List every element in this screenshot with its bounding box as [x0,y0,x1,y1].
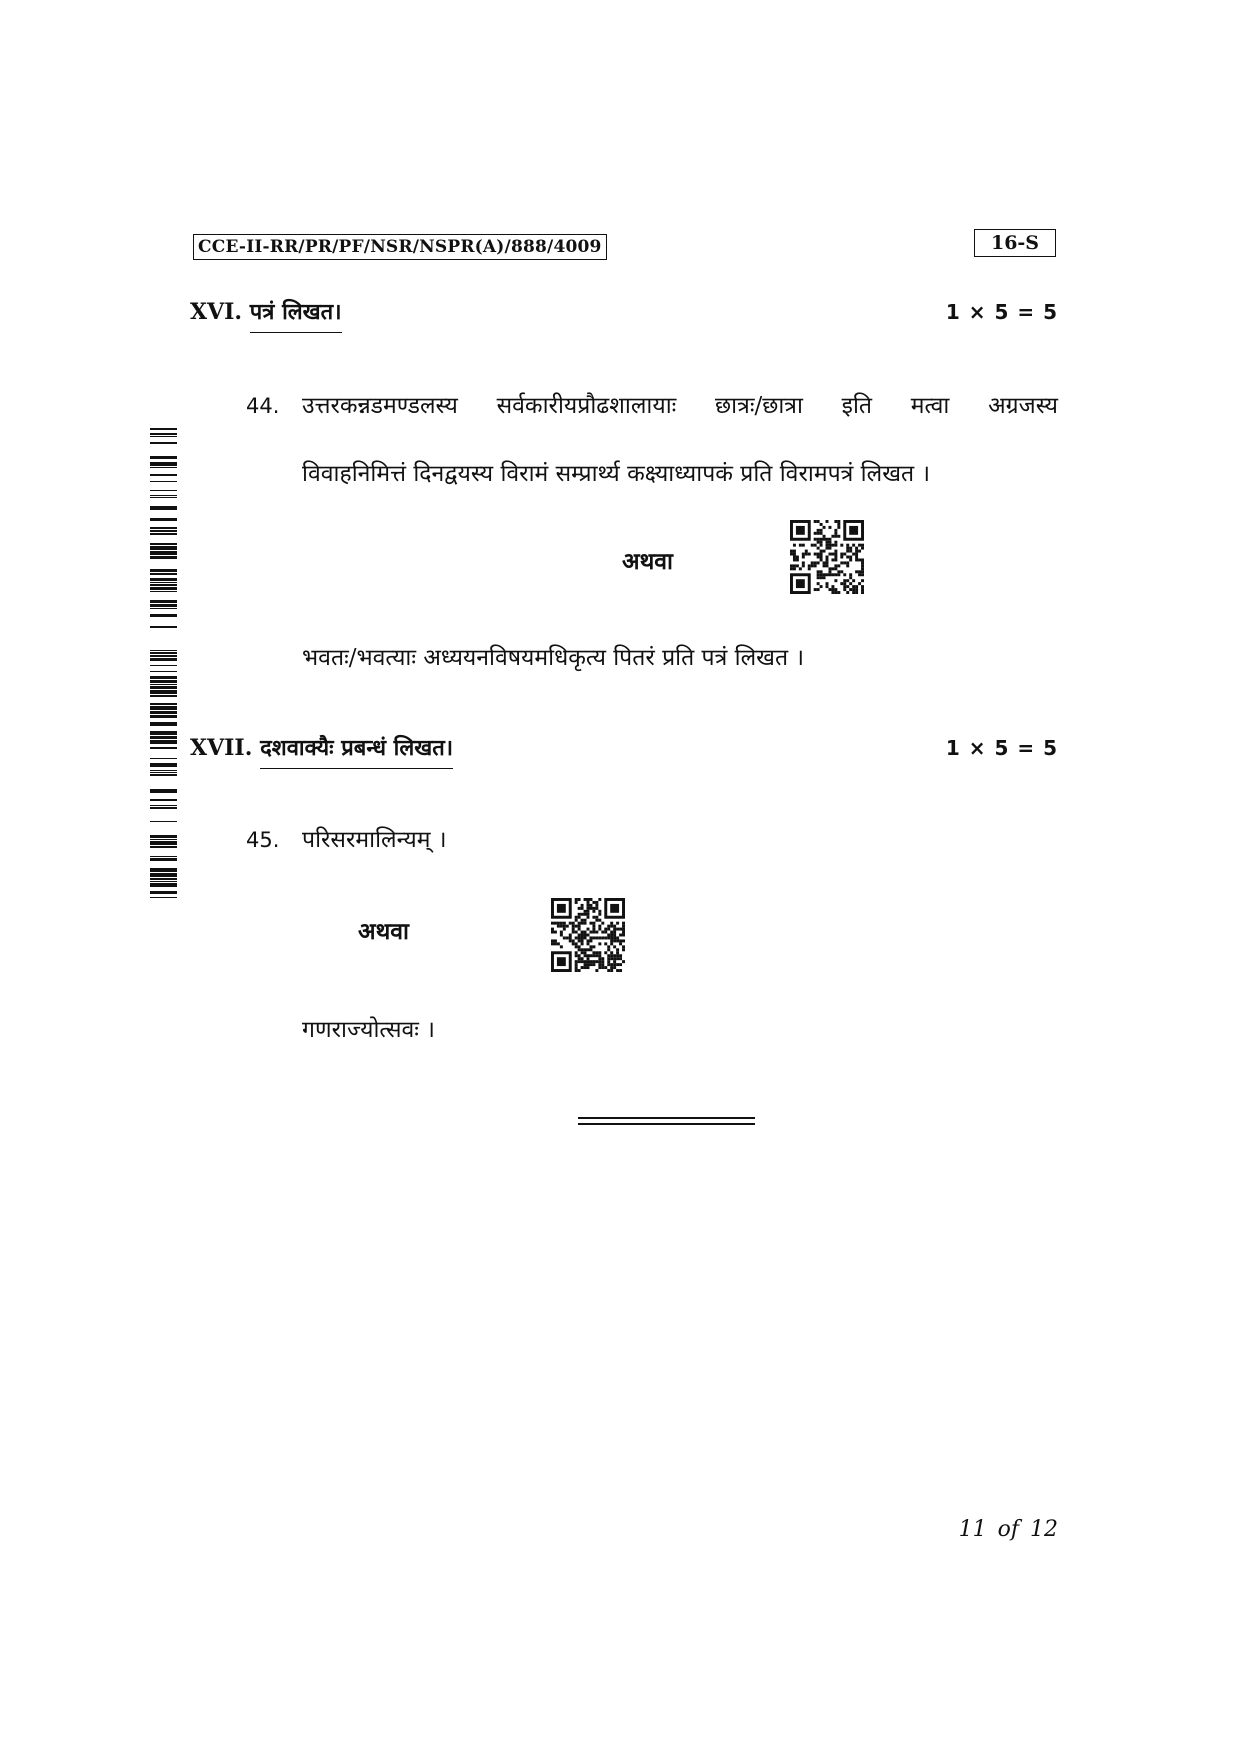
section-marks-xvi: 1 × 5 = 5 [945,300,1058,324]
section-title: दशवाक्यैः प्रबन्धं लिखत। [260,732,453,769]
end-rule [578,1117,755,1119]
section-numeral: XVI. [190,299,243,325]
or-label-45: अथवा [358,918,410,945]
section-heading-xvii [190,732,453,769]
paper-code: CCE-II-RR/PR/PF/NSR/NSPR(A)/888/4009 [193,234,607,260]
question-44-line1: उत्तरकन्नडमण्डलस्य सर्वकारीयप्रौढशालायाः छात्रः/छात्रा इति मत्वा अग्रजस्य [302,393,1058,419]
section-heading-xvi [190,296,342,333]
subject-code: 16-S [974,229,1056,257]
question-45-alternative: गणराज्योत्सवः । [302,1017,435,1043]
question-44-alternative: भवतः/भवत्याः अध्ययनविषयमधिकृत्य पितरं प्रति पत्रं लिखत । [302,645,805,671]
page-number: 11 of 12 [958,1517,1058,1542]
section-title: पत्रं लिखत। [250,296,342,333]
question-45-line1: परिसरमालिन्यम् । [302,827,447,853]
end-rule [578,1123,755,1125]
question-44-line2: विवाहनिमित्तं दिनद्वयस्य विरामं सम्प्रार्थ्य कक्ष्याध्यापकं प्रति विरामपत्रं लिखत । [302,461,931,487]
question-number-44: 44. [246,394,280,418]
section-marks-xvii: 1 × 5 = 5 [945,736,1058,760]
or-label-44: अथवा [622,548,674,575]
qr-code [790,520,864,594]
barcode [150,428,177,898]
question-number-45: 45. [246,828,280,852]
qr-code [551,898,625,972]
section-numeral: XVII. [190,735,253,761]
